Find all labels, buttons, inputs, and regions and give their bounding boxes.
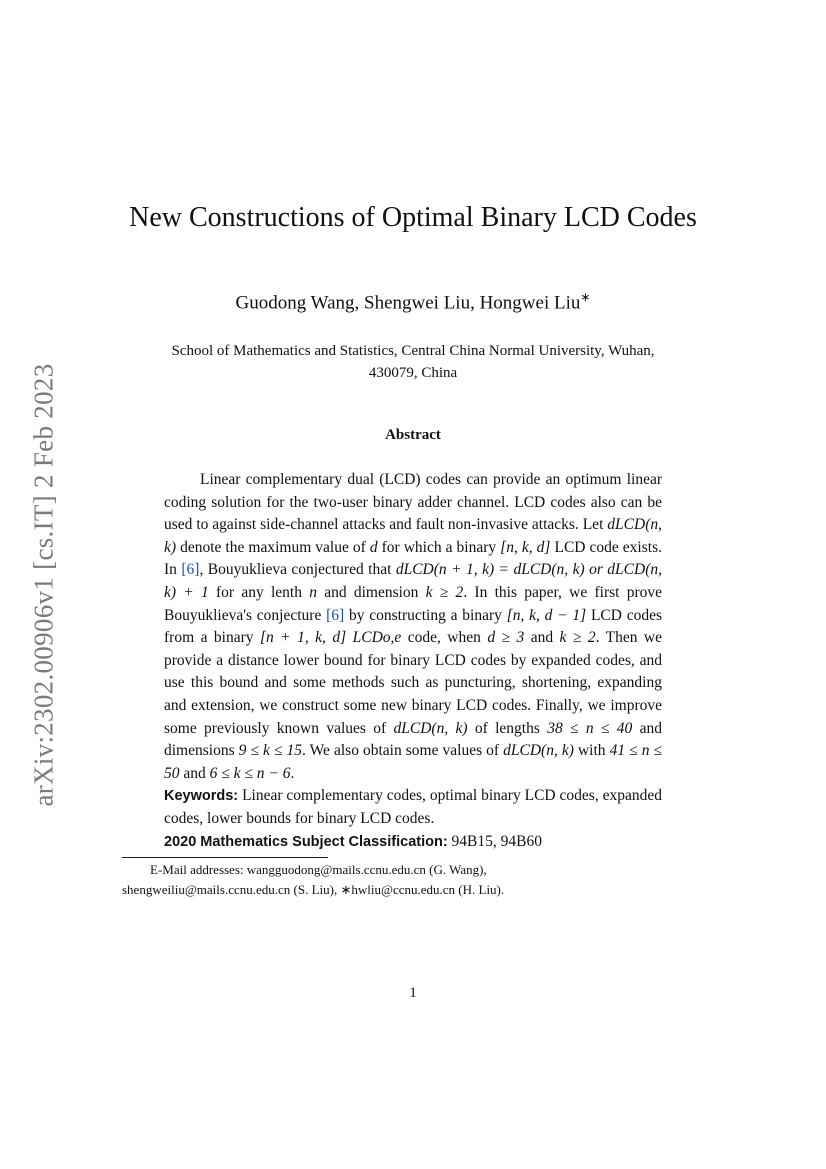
math-d-lcd: dLCD(n, k) [393,719,468,737]
math-dimension-range-2: 6 ≤ k ≤ n − 6 [209,764,291,782]
abstract-text: , Bouyuklieva conjectured that [199,561,396,579]
abstract-text: by constructing a binary [344,606,507,624]
author-list [0,290,826,314]
math-d: d [369,538,378,556]
abstract-text: and dimensions [164,719,663,760]
footnote-line-1: E-Mail addresses: wangguodong@mails.ccnu.edu.cn (G. Wang), [150,862,487,877]
arxiv-identifier-stamp[interactable]: arXiv:2302.00906v1 [cs.IT] 2 Feb 2023 [28,363,59,807]
abstract-text: for any lenth [208,583,310,601]
math-lcd-oe: LCDo,e [352,629,402,647]
math-n1kd: [n + 1, k, d] [259,629,347,647]
math-nkd: [n, k, d] [500,538,551,556]
msc-label: 2020 Mathematics Subject Classification: [164,833,448,850]
page-number: 1 [409,985,417,1001]
math-n: n [309,583,317,601]
msc-codes: 94B15, 94B60 [451,832,542,850]
abstract-text: . Then we provide a distance lower bound for binary LCD codes by expanded codes, and use this bound and some methods such as puncturing, shortening, expanding and extension, we construct some new binary LCD codes. Finally, we improve some previously known values of [164,629,662,737]
math-d-ge-3: d ≥ 3 [487,629,525,647]
abstract-text: . We also obtain some values of [302,742,504,760]
math-nkd1: [n, k, d − 1] [506,606,587,624]
abstract-text: . [290,764,295,782]
corresponding-author-mark: ∗ [580,290,591,304]
footnote [122,860,702,900]
abstract-text: LCD codes from a binary [164,606,663,647]
abstract-text: Linear complementary dual (LCD) codes can provide an optimum linear coding solution for the two-user binary adder channel. LCD codes also can be used to against side-channel attacks and fault non-invasive attacks. Let [164,471,662,534]
footnote-rule [122,857,328,858]
abstract-text: . In this paper, we first prove Bouyuklieva's conjecture [164,583,662,624]
keywords-text: Linear complementary codes, optimal binary LCD codes, expanded codes, lower bounds for binary LCD codes. [164,787,662,827]
abstract-heading: Abstract [385,427,441,443]
math-d-lcd: dLCD(n, k) [503,742,574,760]
keywords [164,785,662,830]
keywords-label: Keywords: [164,788,239,805]
affiliation-line-2: 430079, China [368,365,458,381]
math-k-ge-2: k ≥ 2 [425,583,464,601]
affiliation [140,340,686,384]
math-d-lcd: dLCD(n, k) [164,516,662,556]
footnote-line-2: shengweiliu@mails.ccnu.edu.cn (S. Liu), ∗hwliu@ccnu.edu.cn (H. Liu). [122,882,505,897]
abstract-text: and [179,764,210,782]
math-k-ge-2: k ≥ 2 [559,629,596,647]
math-length-range-2: 41 ≤ n ≤ 50 [164,742,662,782]
abstract-text: and [524,629,560,647]
abstract-text: LCD code exists. In [164,538,662,579]
abstract-text: denote the maximum value of [176,538,370,556]
citation-link-6[interactable]: [6] [326,606,345,624]
author-names: Guodong Wang, Shengwei Liu, Hongwei Liu [235,292,581,314]
citation-link-6[interactable]: [6] [181,561,200,579]
abstract-body [164,469,662,853]
math-dimension-range: 9 ≤ k ≤ 15 [238,742,303,760]
abstract-paragraph [164,469,662,785]
abstract-text: with [573,742,610,760]
math-length-range: 38 ≤ n ≤ 40 [547,719,633,737]
math-conjecture: dLCD(n + 1, k) = dLCD(n, k) or dLCD(n, k) + 1 [164,561,662,601]
msc-classification [164,831,662,854]
abstract-text: code, when [401,629,488,647]
abstract-text: of lengths [467,719,548,737]
affiliation-line-1: School of Mathematics and Statistics, Central China Normal University, Wuhan, [171,343,655,359]
abstract-text: and dimension [316,583,426,601]
paper-title: New Constructions of Optimal Binary LCD Codes [129,202,697,233]
abstract-text: for which a binary [377,538,501,556]
